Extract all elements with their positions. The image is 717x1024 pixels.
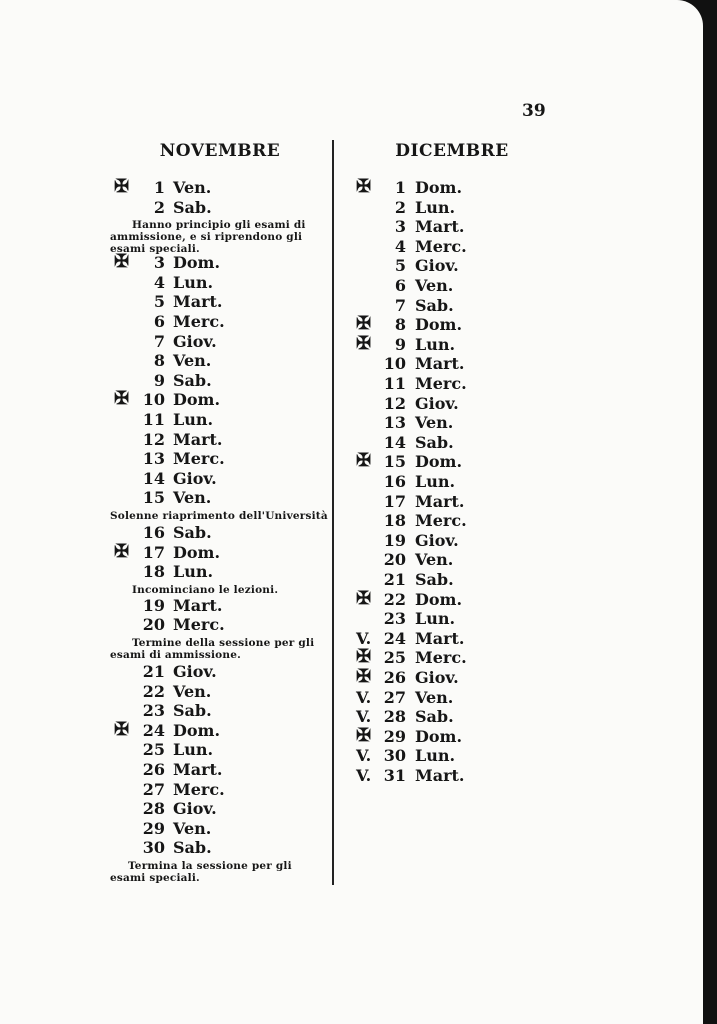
day-entry xyxy=(0,724,600,747)
day-number: 20 xyxy=(383,550,406,570)
day-number: 27 xyxy=(383,687,406,707)
calendar-note: Solenne riaprimento dell'Università xyxy=(110,510,328,522)
day-entry xyxy=(0,315,600,335)
vigil-mark: V. xyxy=(356,746,372,766)
day-number: 22 xyxy=(142,681,165,701)
cross-potent-icon: ✠ xyxy=(356,666,372,687)
day-number: 27 xyxy=(142,779,165,799)
day-number: 1 xyxy=(153,178,165,197)
day-entry xyxy=(0,276,600,296)
weekday-label: Ven. xyxy=(173,818,212,838)
weekday-label: Sab. xyxy=(173,197,212,217)
day-entry xyxy=(0,492,600,512)
day-number: 28 xyxy=(383,707,406,727)
weekday-label: Ven. xyxy=(173,178,212,197)
cross-potent-icon: ✠ xyxy=(114,251,130,273)
weekday-label: Giov. xyxy=(415,668,459,687)
weekday-label: Giov. xyxy=(173,662,217,681)
weekday-label: Giov. xyxy=(173,468,217,488)
day-number: 15 xyxy=(383,452,406,472)
weekday-label: Sab. xyxy=(173,523,212,542)
day-entry xyxy=(0,511,600,531)
vigil-mark: V. xyxy=(356,628,372,648)
weekday-label: Sab. xyxy=(415,295,454,315)
weekday-label: Merc. xyxy=(415,511,467,531)
weekday-label: Mart. xyxy=(415,766,465,785)
day-number: 25 xyxy=(142,740,165,760)
cross-potent-icon: ✠ xyxy=(356,450,372,472)
weekday-label: Merc. xyxy=(415,374,467,393)
weekday-label: Mart. xyxy=(173,595,223,615)
day-entry xyxy=(0,332,600,355)
weekday-label: Lun. xyxy=(415,609,456,629)
day-number: 21 xyxy=(383,570,406,589)
day-number: 31 xyxy=(383,766,406,785)
vigil-mark: V. xyxy=(356,766,372,785)
weekday-label: Lun. xyxy=(415,746,456,766)
day-number: 30 xyxy=(142,838,165,858)
weekday-label: Merc. xyxy=(173,449,225,469)
day-number: 14 xyxy=(383,432,406,452)
day-entry xyxy=(0,433,600,453)
day-number: 17 xyxy=(383,491,406,511)
day-number: 7 xyxy=(394,295,406,315)
calendar-note: Termine della sessione per gli esami di ammissione. xyxy=(110,637,315,661)
cross-potent-icon: ✠ xyxy=(114,176,130,197)
day-entry xyxy=(0,374,600,394)
day-entry xyxy=(0,609,600,629)
weekday-label: Ven. xyxy=(415,550,454,570)
day-number: 11 xyxy=(383,374,406,393)
weekday-label: Lun. xyxy=(415,472,456,491)
weekday-label: Mart. xyxy=(173,760,223,779)
day-entry xyxy=(0,688,600,708)
weekday-label: Sab. xyxy=(173,838,212,858)
weekday-label: Sab. xyxy=(415,432,454,452)
weekday-label: Giov. xyxy=(415,256,459,276)
day-number: 3 xyxy=(394,217,406,237)
weekday-label: Dom. xyxy=(415,589,463,609)
day-number: 11 xyxy=(142,410,165,429)
day-entry xyxy=(0,819,330,839)
day-number: 29 xyxy=(383,726,406,746)
day-entry xyxy=(0,217,600,237)
day-entry xyxy=(0,707,600,727)
day-number: 4 xyxy=(153,272,165,292)
weekday-label: Ven. xyxy=(173,351,212,371)
day-entry xyxy=(0,629,600,649)
day-number: 26 xyxy=(142,760,165,779)
day-number: 29 xyxy=(142,818,165,838)
calendar-note: Termina la sessione per gli esami speciali. xyxy=(110,860,292,884)
weekday-label: Dom. xyxy=(173,542,221,562)
page-number: 39 xyxy=(522,101,546,121)
day-number: 24 xyxy=(142,720,165,740)
cross-potent-icon: ✠ xyxy=(114,540,130,562)
weekday-label: Sab. xyxy=(415,707,454,727)
weekday-label: Mart. xyxy=(415,491,465,511)
day-number: 12 xyxy=(383,393,406,413)
month-title-novembre: NOVEMBRE xyxy=(159,141,281,161)
calendar-note: Incominciano le lezioni. xyxy=(132,583,279,596)
day-number: 17 xyxy=(142,542,165,562)
day-number: 8 xyxy=(153,351,165,371)
day-entry xyxy=(0,668,600,688)
weekday-label: Lun. xyxy=(173,740,214,760)
day-number: 26 xyxy=(383,668,406,687)
day-number: 2 xyxy=(153,197,165,217)
day-number: 2 xyxy=(394,197,406,217)
weekday-label: Giov. xyxy=(173,799,217,819)
weekday-label: Merc. xyxy=(173,312,225,331)
weekday-label: Lun. xyxy=(173,272,214,292)
day-number: 20 xyxy=(142,615,165,635)
cross-potent-icon: ✠ xyxy=(114,718,130,740)
day-entry xyxy=(0,799,330,819)
day-entry xyxy=(0,570,600,590)
weekday-label: Lun. xyxy=(173,410,214,429)
day-entry xyxy=(0,550,600,570)
cross-potent-icon: ✠ xyxy=(356,724,372,746)
day-number: 1 xyxy=(394,178,406,197)
day-number: 25 xyxy=(383,648,406,668)
weekday-label: Dom. xyxy=(415,452,463,472)
day-entry xyxy=(0,198,600,218)
weekday-label: Dom. xyxy=(415,726,463,746)
weekday-label: Lun. xyxy=(415,334,456,354)
day-number: 18 xyxy=(383,511,406,531)
day-number: 5 xyxy=(153,292,165,312)
cross-potent-icon: ✠ xyxy=(356,313,372,335)
day-entry xyxy=(0,648,600,668)
day-entry xyxy=(0,256,600,276)
weekday-label: Dom. xyxy=(173,253,221,273)
weekday-label: Sab. xyxy=(173,701,212,721)
day-entry xyxy=(0,178,600,198)
day-number: 12 xyxy=(142,429,165,449)
weekday-label: Sab. xyxy=(415,570,454,589)
day-number: 16 xyxy=(142,523,165,542)
vigil-mark: V. xyxy=(356,687,372,707)
cross-potent-icon: ✠ xyxy=(356,176,372,197)
day-number: 10 xyxy=(383,354,406,374)
vigil-mark: V. xyxy=(356,707,372,727)
weekday-label: Giov. xyxy=(415,393,459,413)
day-number: 21 xyxy=(142,662,165,681)
cross-potent-icon: ✠ xyxy=(356,332,372,354)
cross-potent-icon: ✠ xyxy=(356,646,372,668)
weekday-label: Mart. xyxy=(415,354,465,374)
day-number: 13 xyxy=(142,449,165,469)
weekday-label: Dom. xyxy=(173,720,221,740)
weekday-label: Ven. xyxy=(415,276,454,295)
weekday-label: Lun. xyxy=(173,562,214,582)
cross-potent-icon: ✠ xyxy=(114,388,130,410)
day-number: 14 xyxy=(142,468,165,488)
day-number: 8 xyxy=(394,315,406,335)
day-entry xyxy=(0,746,600,766)
cross-potent-icon: ✠ xyxy=(356,587,372,609)
weekday-label: Giov. xyxy=(415,530,459,550)
day-number: 7 xyxy=(153,331,165,351)
day-entry xyxy=(0,413,600,433)
day-number: 9 xyxy=(153,370,165,390)
day-number: 28 xyxy=(142,799,165,819)
day-number: 30 xyxy=(383,746,406,766)
day-number: 23 xyxy=(383,609,406,629)
weekday-label: Ven. xyxy=(415,413,454,433)
day-entry xyxy=(0,838,330,858)
weekday-label: Mart. xyxy=(173,429,223,449)
day-number: 23 xyxy=(142,701,165,721)
day-entry xyxy=(0,237,600,257)
weekday-label: Ven. xyxy=(173,488,212,508)
day-number: 15 xyxy=(142,488,165,508)
day-entry xyxy=(0,452,600,472)
weekday-label: Dom. xyxy=(415,315,463,335)
day-number: 10 xyxy=(142,390,165,410)
day-number: 6 xyxy=(394,276,406,295)
weekday-label: Lun. xyxy=(415,197,456,217)
weekday-label: Mart. xyxy=(173,292,223,312)
day-number: 24 xyxy=(383,628,406,648)
day-number: 6 xyxy=(153,312,165,331)
day-number: 18 xyxy=(142,562,165,582)
day-number: 16 xyxy=(383,472,406,491)
weekday-label: Mart. xyxy=(415,628,465,648)
weekday-label: Sab. xyxy=(173,370,212,390)
day-number: 3 xyxy=(153,253,165,273)
weekday-label: Dom. xyxy=(173,390,221,410)
weekday-label: Mart. xyxy=(415,217,465,237)
month-title-dicembre: DICEMBRE xyxy=(395,141,509,161)
weekday-label: Dom. xyxy=(415,178,463,197)
day-number: 9 xyxy=(394,334,406,354)
day-number: 22 xyxy=(383,589,406,609)
weekday-label: Merc. xyxy=(415,648,467,668)
day-number: 19 xyxy=(142,595,165,615)
weekday-label: Merc. xyxy=(173,779,225,799)
day-entry xyxy=(0,531,600,551)
day-number: 13 xyxy=(383,413,406,433)
weekday-label: Giov. xyxy=(173,331,217,351)
day-number: 4 xyxy=(394,236,406,256)
day-number: 19 xyxy=(383,530,406,550)
day-number: 5 xyxy=(394,256,406,276)
weekday-label: Merc. xyxy=(173,615,225,635)
calendar-note: Hanno principio gli esami di ammissione, e si riprendono gli esami speciali. xyxy=(110,219,306,256)
day-entry xyxy=(0,296,600,316)
day-entry xyxy=(0,472,600,492)
weekday-label: Merc. xyxy=(415,236,467,256)
weekday-label: Ven. xyxy=(415,687,454,707)
day-entry xyxy=(0,394,600,414)
weekday-label: Ven. xyxy=(173,681,212,701)
day-entry xyxy=(0,766,600,786)
day-entry xyxy=(0,354,600,374)
